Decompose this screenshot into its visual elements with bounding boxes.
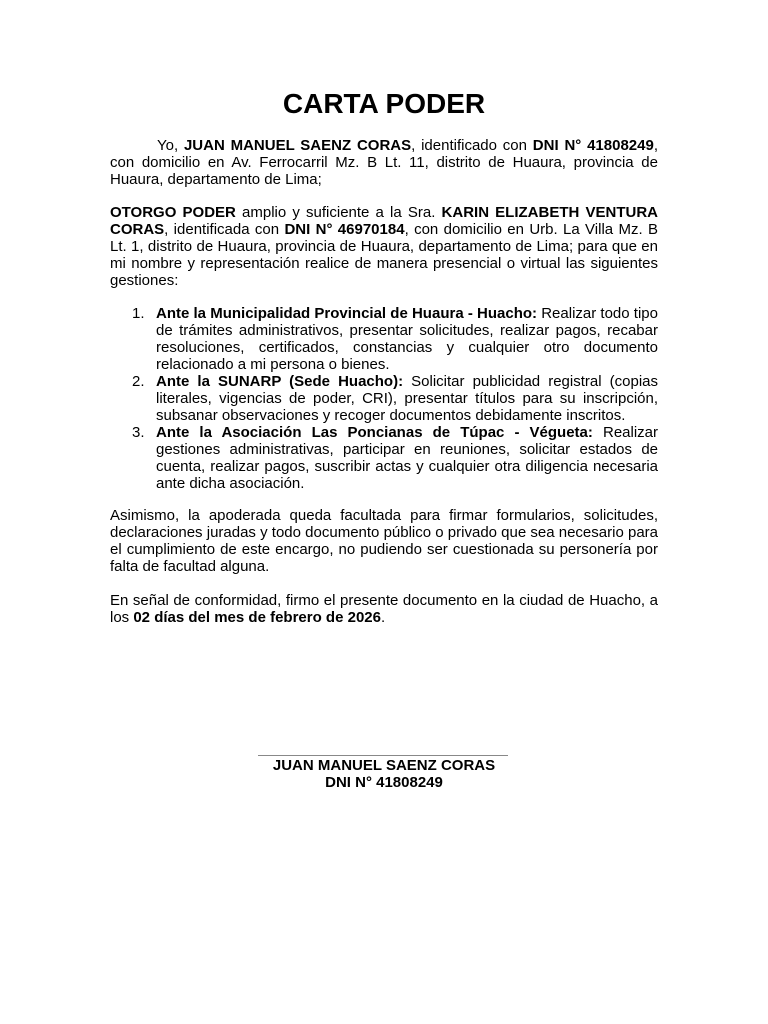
grantee-dni: DNI N° 46970184 (284, 221, 405, 238)
closing-date: 02 días del mes de febrero de 2026 (133, 609, 381, 626)
grantor-dni: DNI N° 41808249 (532, 137, 654, 154)
list-item (110, 373, 658, 424)
closing-text: . (380, 609, 386, 626)
closing-text: En señal de conformidad, firmo el presente documento en la ciudad de Huacho, a los (110, 592, 658, 626)
list-item-text: Realizar todo tipo de trámites administrativos, presentar solicitudes, realizar pagos, recabar resoluciones, certificados, constancias y cualquier otro documento relacionado a mi persona o bienes. (156, 305, 658, 373)
list-number: 3. (132, 424, 145, 441)
grantee-name: KARIN ELIZABETH VENTURA CORAS (110, 204, 658, 238)
list-item-heading: Ante la Municipalidad Provincial de Huaura - Huacho: (156, 305, 538, 322)
intro-text: , identificado con (411, 137, 533, 154)
intro-paragraph (110, 137, 658, 188)
list-number: 1. (132, 305, 145, 322)
authority-paragraph: Asimismo, la apoderada queda facultada para firmar formularios, solicitudes, declaraciones juradas y todo documento público o privado que sea necesario para el cumplimiento de este encargo, no pudiendo ser cuestionada su personería por falta de facultad alguna. (110, 507, 658, 575)
grant-heading: OTORGO PODER (110, 204, 236, 221)
document-title: CARTA PODER (282, 88, 486, 119)
grant-text: , con domicilio en Urb. La Villa Mz. B Lt. 1, distrito de Huaura, provincia de Huaura, departamento de Lima; para que en mi nombre y representación realice de manera presencial o virtual las siguientes gestiones: (110, 221, 658, 289)
list-item-text: Realizar gestiones administrativas, participar en reuniones, solicitar estados de cuenta, realizar pagos, suscribir actas y cualquier otra diligencia necesaria ante dicha asociación. (156, 424, 659, 492)
intro-text: , con domicilio en Av. Ferrocarril Mz. B Lt. 11, distrito de Huaura, provincia de Huaura, departamento de Lima; (110, 137, 658, 188)
signatory-name: JUAN MANUEL SAENZ CORAS (272, 757, 496, 774)
grant-text: , identificada con (164, 221, 285, 238)
list-number: 2. (132, 373, 145, 390)
signatory-dni: DNI N° 41808249 (325, 774, 443, 791)
grant-paragraph (110, 204, 658, 289)
grantor-name: JUAN MANUEL SAENZ CORAS (183, 137, 412, 154)
intro-text: Yo, (157, 137, 184, 154)
powers-list (110, 305, 658, 492)
list-item-text: Solicitar publicidad registral (copias literales, vigencias de poder, CRI), presentar títulos para su inscripción, subsanar observaciones y recoger documentos debidamente inscritos. (156, 373, 658, 424)
signature-line (258, 755, 508, 756)
list-item (110, 424, 658, 492)
list-item-heading: Ante la Asociación Las Poncianas de Túpac - Végueta: (156, 424, 593, 441)
list-item-heading: Ante la SUNARP (Sede Huacho): (156, 373, 404, 390)
list-item (110, 305, 658, 373)
grant-text: amplio y suficiente a la Sra. (235, 204, 442, 221)
closing-paragraph (110, 592, 658, 626)
